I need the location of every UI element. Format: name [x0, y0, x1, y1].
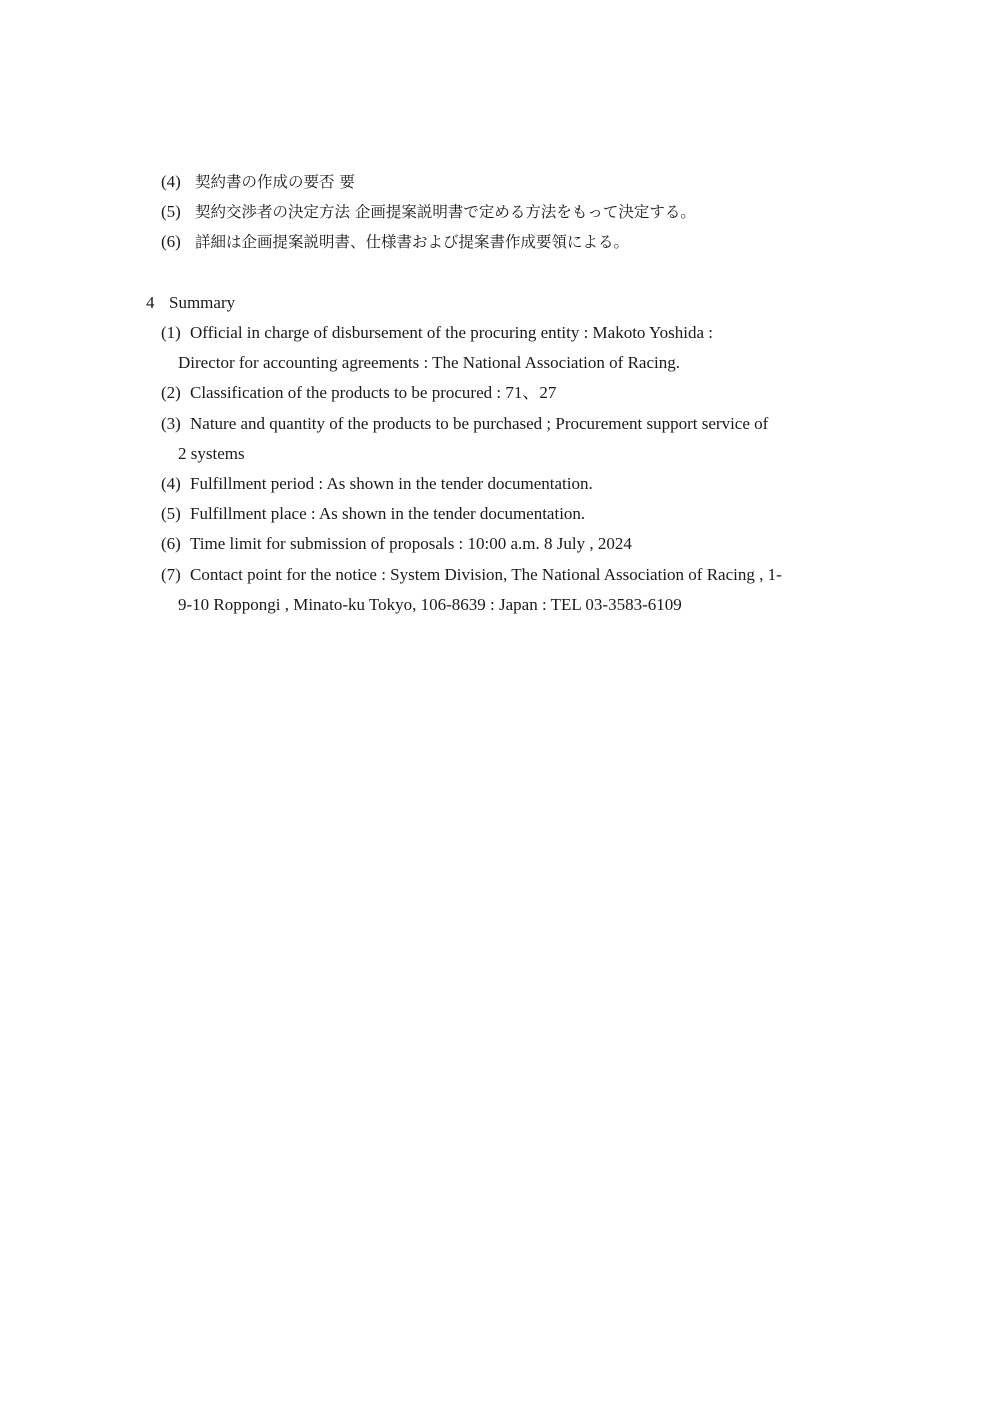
- item-text: Time limit for submission of proposals : 10:00 a.m. 8 July , 2024: [190, 534, 632, 553]
- summary-item-4: [161, 473, 593, 495]
- summary-item-1: [161, 322, 713, 344]
- item-number: (7): [161, 565, 181, 584]
- item-text: Official in charge of disbursement of the procuring entity : Makoto Yoshida :: [190, 323, 713, 342]
- item-text: Fulfillment period : As shown in the tender documentation.: [190, 474, 593, 493]
- summary-item-6: [161, 533, 632, 555]
- summary-item-2: [161, 382, 556, 404]
- item-text: Director for accounting agreements : The National Association of Racing.: [178, 353, 680, 372]
- item-number: (2): [161, 383, 181, 402]
- summary-heading: [146, 292, 235, 314]
- summary-item-7: [161, 564, 782, 586]
- item-text: 2 systems: [178, 444, 245, 463]
- item-number: (1): [161, 323, 181, 342]
- summary-item-3-continuation: [178, 443, 245, 465]
- item-text: Classification of the products to be procured : 71、27: [190, 383, 557, 402]
- summary-item-3: [161, 413, 768, 435]
- summary-item-1-continuation: [178, 352, 680, 374]
- section-number: 4: [146, 293, 155, 312]
- item-text: Fulfillment place : As shown in the tender documentation.: [190, 504, 586, 523]
- item-text: 詳細は企画提案説明書、仕様書および提案書作成要領による。: [195, 233, 630, 251]
- summary-item-5: [161, 503, 585, 525]
- item-number: (4): [161, 474, 181, 493]
- item-number: (5): [161, 504, 181, 523]
- item-text: 契約書の作成の要否 要: [195, 173, 355, 191]
- item-number: (4): [161, 172, 181, 191]
- item-text: Nature and quantity of the products to be purchased ; Procurement support service of: [190, 414, 769, 433]
- item-number: (5): [161, 202, 181, 221]
- jp-item-6: [161, 231, 629, 253]
- jp-item-4: [161, 171, 355, 193]
- item-number: (3): [161, 414, 181, 433]
- summary-item-7-continuation: [178, 594, 682, 616]
- item-text: Contact point for the notice : System Division, The National Association of Racing , 1-: [190, 565, 782, 584]
- item-number: (6): [161, 232, 181, 251]
- item-text: 9-10 Roppongi , Minato-ku Tokyo, 106-8639 : Japan : TEL 03-3583-6109: [178, 595, 682, 614]
- section-title: Summary: [169, 293, 236, 312]
- item-number: (6): [161, 534, 181, 553]
- jp-item-5: [161, 201, 696, 223]
- item-text: 契約交渉者の決定方法 企画提案説明書で定める方法をもって決定する。: [195, 203, 696, 221]
